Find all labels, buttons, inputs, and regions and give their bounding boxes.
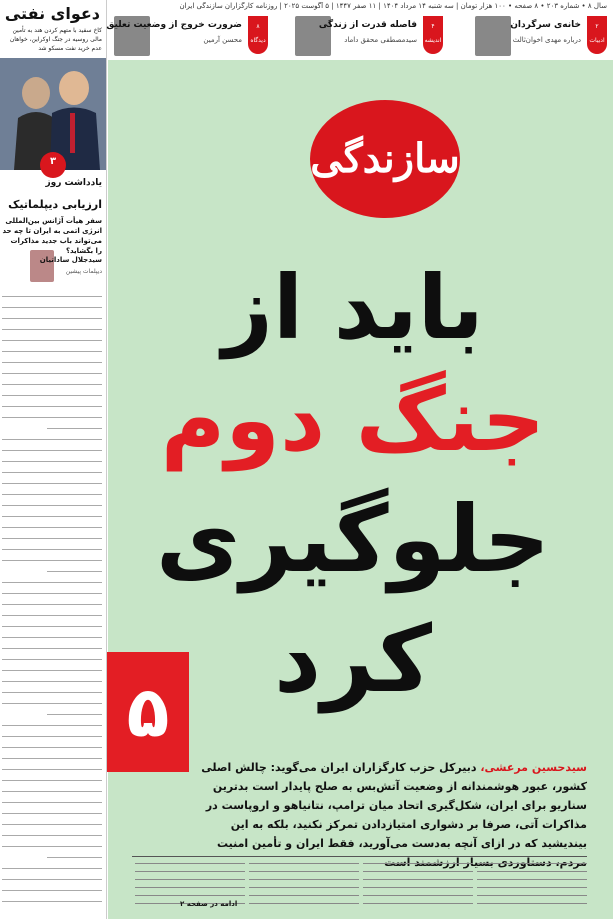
text-line — [249, 868, 359, 874]
continue-note: ادامه در صفحه ۲ — [180, 900, 238, 908]
text-line — [2, 644, 102, 653]
text-line — [2, 380, 102, 389]
text-line — [2, 589, 102, 598]
text-line — [2, 798, 102, 807]
text-line — [477, 892, 587, 898]
teaser-sub: سیدمصطفی محقق داماد — [344, 36, 417, 44]
dispute-page-badge: ۳ — [40, 152, 66, 178]
text-line — [2, 743, 102, 752]
text-line — [2, 611, 102, 620]
text-line — [2, 501, 102, 510]
teaser-3[interactable] — [106, 14, 268, 58]
text-line — [2, 534, 102, 543]
text-line — [2, 358, 102, 367]
text-line — [135, 860, 245, 866]
text-line — [2, 490, 102, 499]
text-line — [47, 424, 102, 433]
text-line — [135, 876, 245, 882]
text-line — [477, 876, 587, 882]
teaser-page-badge: ۴ اندیشه — [423, 16, 443, 54]
text-line — [2, 831, 102, 840]
text-line — [2, 842, 102, 851]
text-line — [363, 884, 473, 890]
text-line — [47, 567, 102, 576]
article-body-lines — [2, 292, 102, 908]
teaser-page-badge: ۲ ادبیات — [587, 16, 607, 54]
text-line — [2, 325, 102, 334]
text-line — [2, 886, 102, 895]
diplomatic-title: ارزیابی دیپلماتیک — [8, 198, 102, 211]
teaser-page-badge: ۸ دیدگاه — [248, 16, 268, 54]
text-line — [249, 876, 359, 882]
text-line — [2, 512, 102, 521]
text-line — [477, 868, 587, 874]
text-line — [2, 622, 102, 631]
body-column-2 — [363, 860, 473, 915]
left-column — [0, 0, 107, 919]
text-line — [2, 523, 102, 532]
text-line — [47, 710, 102, 719]
author-name: سیدجلال ساداتیان — [39, 256, 102, 264]
text-line — [363, 876, 473, 882]
text-line — [2, 446, 102, 455]
text-line — [249, 900, 359, 906]
issue-meta: سال ۸ • شماره ۲۰۳ • ۸ صفحه • ۱۰۰ هزار تومان | سه شنبه ۱۴ مرداد ۱۴۰۴ | ۱۱ صفر ۱۴۴۷ | ۵ آگوست ۲۰۲۵ | روزنامه کارگزاران سازندگی ایران — [179, 2, 607, 10]
teaser-2[interactable] — [293, 14, 443, 58]
teaser-sub: محسن آرمین — [203, 36, 242, 44]
text-line — [363, 868, 473, 874]
text-line — [2, 369, 102, 378]
text-line — [2, 897, 102, 906]
text-line — [2, 578, 102, 587]
lead-text: دبیرکل حزب کارگزاران ایران می‌گوید: چالش اصلی کشور، عبور هوشمندانه از وضعیت آتش‌بس به صلح پایدار است بدترین سناریو برای ایران، شکل‌گیری اتحاد میان ترامپ، نتانیاهو و اروپاست در مذاکرات آتی، صرفا بر دشواری امتیازدادن تمرکز نکنید، بلکه به این بیندیشید که در ازای آنچه به‌دست می‌آورید، فقط ایران و تأمین امنیت — [201, 761, 587, 850]
newspaper-logo: سازندگی — [310, 100, 460, 218]
text-line — [249, 892, 359, 898]
text-line — [2, 600, 102, 609]
text-line — [477, 884, 587, 890]
text-line — [2, 556, 102, 565]
text-line — [2, 402, 102, 411]
text-line — [477, 860, 587, 866]
teaser-title: خانه‌ی سرگردان — [510, 20, 581, 30]
text-line — [2, 303, 102, 312]
text-line — [2, 875, 102, 884]
text-line — [2, 721, 102, 730]
text-line — [2, 688, 102, 697]
teaser-title: ضرورت خروج از وضعیت تعلیق — [106, 20, 242, 30]
text-line — [249, 860, 359, 866]
headline-line-2: جنگ دوم — [160, 368, 546, 471]
text-line — [2, 391, 102, 400]
dispute-title: دعوای نفتی — [4, 4, 100, 23]
author-avatar — [30, 250, 54, 282]
text-line — [2, 864, 102, 873]
text-line — [2, 666, 102, 675]
text-line — [2, 468, 102, 477]
text-line — [2, 633, 102, 642]
headline-line-1: باید از — [222, 256, 484, 359]
text-line — [2, 754, 102, 763]
author-role: دیپلمات پیشین — [65, 268, 102, 275]
diplomatic-subtitle: سفر هیأت آژانس بین‌المللی انرژی اتمی به ایران تا چه حد می‌تواند باب جدید مذاکرات را بگشاید؟ — [2, 217, 102, 255]
teaser-title: فاصله قدرت از زندگی — [318, 20, 417, 30]
text-line — [2, 292, 102, 301]
text-line — [2, 809, 102, 818]
text-line — [2, 776, 102, 785]
text-line — [2, 413, 102, 422]
dispute-text: کاخ سفید با متهم کردن هند به تأمین مالی روسیه در جنگ اوکراین، خواهان عدم خرید نفت مسکو شد — [9, 27, 102, 52]
text-line — [2, 765, 102, 774]
teaser-sub: درباره مهدی اخوان‌ثالث — [512, 36, 581, 44]
text-line — [2, 479, 102, 488]
teaser-photo — [475, 16, 511, 56]
text-line — [2, 545, 102, 554]
text-line — [363, 900, 473, 906]
text-line — [363, 860, 473, 866]
headline-line-3: جلوگیری — [155, 486, 551, 593]
teaser-1[interactable] — [467, 14, 607, 58]
headline-line-4: کرد — [274, 606, 432, 713]
body-column-3 — [249, 860, 359, 915]
lead-paragraph — [197, 758, 587, 872]
text-line — [2, 699, 102, 708]
text-line — [47, 853, 102, 862]
text-line — [363, 892, 473, 898]
text-line — [2, 655, 102, 664]
text-line — [135, 892, 245, 898]
text-line — [135, 868, 245, 874]
text-line — [249, 884, 359, 890]
divider — [132, 856, 587, 857]
text-line — [2, 820, 102, 829]
text-line — [2, 314, 102, 323]
lead-name: سیدحسین مرعشی، — [480, 761, 587, 774]
text-line — [135, 884, 245, 890]
text-line — [2, 347, 102, 356]
text-line — [2, 787, 102, 796]
body-column-1 — [477, 860, 587, 915]
text-line — [2, 435, 102, 444]
text-line — [2, 732, 102, 741]
text-line — [2, 457, 102, 466]
note-label: یادداشت روز — [45, 178, 102, 188]
text-line — [477, 900, 587, 906]
text-line — [2, 677, 102, 686]
page-number-badge: ۵ — [107, 652, 189, 772]
text-line — [2, 336, 102, 345]
